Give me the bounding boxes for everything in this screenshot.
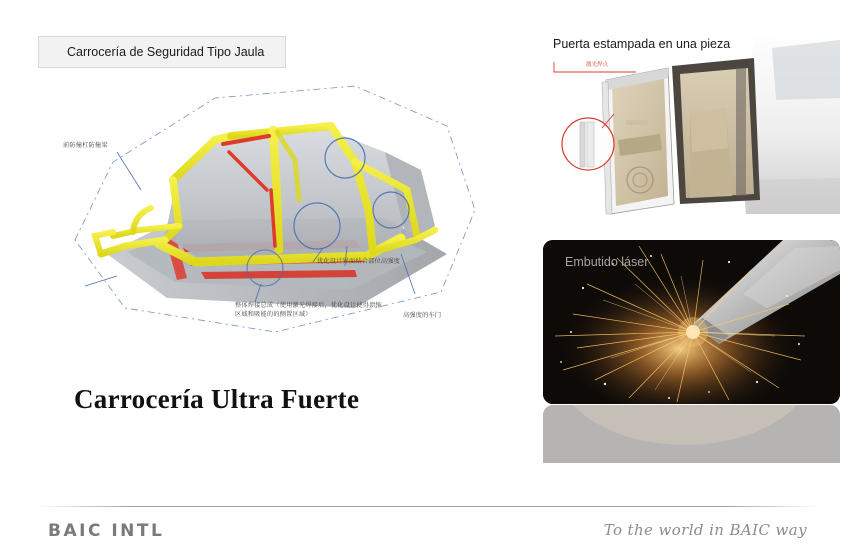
page-title: Carrocería Ultra Fuerte — [74, 384, 360, 414]
cage-title-text: Carrocería de Seguridad Tipo Jaula — [67, 45, 265, 59]
footer-tagline: To the world in BAIC way — [603, 521, 807, 539]
label-front-bumper: 前防撞杠防撞梁 — [63, 142, 108, 149]
brand-logo: BAIC INTL — [48, 521, 165, 541]
door-caption: Puerta estampada en una pieza — [553, 37, 731, 51]
label-welded-assembly: 整体焊接总成（使用激光焊接后，优化设计使得溃缩区域和吸能的的侧置区域） — [235, 302, 382, 318]
spark-caption: Embutido láser — [565, 255, 649, 269]
label-optimized-design: 优化设计界面结合部位高强度 — [317, 258, 401, 265]
footer-divider — [38, 506, 818, 507]
label-high-strength-door: 高强度的车门 — [403, 312, 442, 319]
spark-photo-reflection — [543, 405, 840, 463]
door-photo-svg — [540, 28, 840, 218]
spark-reflection-svg — [543, 405, 840, 463]
chassis-illustration — [55, 40, 515, 350]
door-photo — [540, 28, 840, 218]
laser-weld-label: 激光焊点 — [586, 62, 609, 68]
